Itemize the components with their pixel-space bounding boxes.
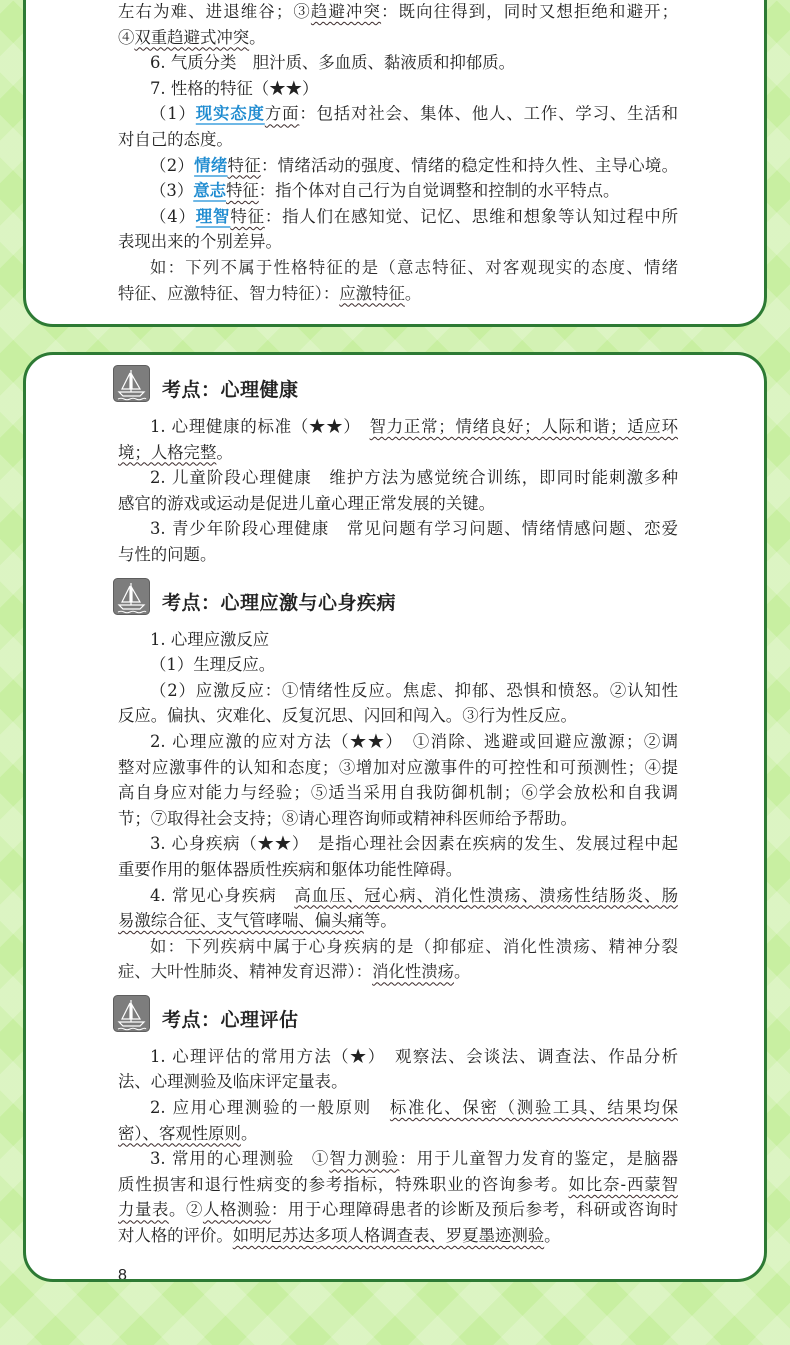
- text-line: [118, 1121, 678, 1147]
- text-line: [118, 127, 678, 153]
- text-line: [118, 76, 678, 102]
- text-line: [118, 883, 678, 909]
- text-line: [118, 414, 678, 440]
- section-title: 考点：心理评估: [162, 1009, 299, 1031]
- text-segment: 与性的问题。: [118, 544, 217, 564]
- key-point-underline: 如比奈-西蒙智: [568, 1174, 678, 1194]
- text-segment: （2）: [150, 155, 195, 175]
- text-segment: 3. 常用的心理测验 ①: [150, 1149, 330, 1169]
- text-segment: ：包括对社会、集体、他人、工作、学习、生活和: [299, 104, 679, 124]
- text-segment: 高自身应对能力与经验；⑤适当采用自我防御机制；⑥学会放松和自我调: [118, 783, 678, 803]
- text-segment: 2. 应用心理测验的一般原则: [150, 1098, 390, 1118]
- key-point-underline: 双重趋避式冲突: [134, 27, 250, 47]
- text-line: [118, 1197, 678, 1223]
- text-line: [118, 542, 678, 568]
- key-point-underline: 境；人格完整: [118, 442, 217, 462]
- key-point-underline: 人格测验: [202, 1200, 271, 1220]
- notes-card-bottom: [23, 352, 767, 1282]
- text-segment: 表现出来的个别差异。: [118, 232, 282, 252]
- key-point-underline: 消化性溃疡: [372, 962, 455, 982]
- text-segment: 症、大叶性肺炎、精神发育迟滞）：: [118, 962, 373, 982]
- section-title: 考点：心理健康: [162, 380, 299, 401]
- notes-card-top: [23, 0, 767, 327]
- text-segment: 节；⑦取得社会支持；⑧请心理咨询师或精神科医师给予帮助。: [118, 808, 577, 828]
- example-line: [118, 959, 678, 985]
- key-point-underline: 如明尼苏达多项人格调查表、罗夏墨迹测验: [232, 1226, 545, 1246]
- text-line: [118, 204, 678, 230]
- text-segment: ④: [118, 27, 135, 47]
- text-segment: （2）应激反应：①情绪性反应。焦虑、抑郁、恐惧和愤怒。②认知性: [150, 680, 678, 700]
- text-segment: 。: [249, 27, 266, 47]
- text-segment: 1. 心理评估的常用方法（★） 观察法、会谈法、调查法、作品分析: [150, 1046, 678, 1066]
- text-line: [118, 857, 678, 883]
- text-segment: 7. 性格的特征（★★）: [150, 78, 319, 98]
- key-point-underline: 特征: [230, 206, 265, 226]
- text-segment: 1. 心理健康的标准（★★）: [150, 417, 370, 436]
- key-point-underline: 智力测验: [329, 1149, 400, 1169]
- text-segment: 法、心理测验及临床评定量表。: [118, 1072, 348, 1092]
- text-line: [118, 831, 678, 857]
- text-segment: 感官的游戏或运动是促进儿童心理正常发展的关键。: [118, 493, 495, 513]
- text-segment: （1）生理反应。: [150, 655, 276, 675]
- text-segment: 。: [240, 1123, 258, 1143]
- text-segment: 3. 心身疾病（★★） 是指心理社会因素在疾病的发生、发展过程中起: [150, 834, 678, 854]
- page-number: 8: [118, 1267, 127, 1282]
- key-point-underline: 趋避冲突: [310, 2, 382, 21]
- text-segment: （4）: [150, 206, 196, 226]
- section-header: [113, 578, 678, 615]
- text-line: [118, 1044, 678, 1070]
- text-line: [118, 229, 678, 255]
- text-line: [118, 101, 678, 127]
- key-point-underline: 标准化、保密（测验工具、结果均保: [389, 1098, 678, 1118]
- text-segment: （3）: [150, 181, 194, 201]
- key-point-underline: 智力正常；情绪良好；人际和谐；适应环: [369, 417, 678, 436]
- highlighted-term: 意志: [193, 181, 226, 201]
- text-segment: ：情绪活动的强度、情绪的稳定性和持久性、主导心境。: [260, 155, 679, 175]
- text-line: [118, 729, 678, 755]
- text-line: [118, 755, 678, 781]
- text-segment: ：指个体对自己行为自觉调整和控制的水平特点。: [258, 181, 620, 201]
- text-segment: 。: [216, 442, 233, 462]
- highlighted-term: 现实态度: [195, 104, 265, 124]
- text-segment: 。②: [168, 1200, 203, 1220]
- text-line: [118, 652, 678, 678]
- text-line: [118, 440, 678, 466]
- text-line: [118, 1069, 678, 1095]
- text-line: [118, 178, 678, 204]
- sailboat-icon: [113, 578, 150, 615]
- text-line: [118, 627, 678, 653]
- text-segment: 对自己的态度。: [118, 129, 233, 149]
- text-segment: ：用于心理障碍患者的诊断及预后参考，科研或咨询时: [270, 1200, 679, 1220]
- text-segment: 如：下列疾病中属于心身疾病的是（抑郁症、消化性溃疡、精神分裂: [150, 936, 678, 956]
- text-segment: 如：下列不属于性格特征的是（意志特征、对客观现实的态度、情绪: [150, 257, 678, 277]
- text-segment: ：用于儿童智力发育的鉴定，是脑器: [399, 1149, 679, 1169]
- key-point-underline: 应激特征: [339, 283, 405, 303]
- text-line: [118, 50, 678, 76]
- text-segment: 2. 儿童阶段心理健康 维护方法为感觉统合训练，即同时能刺激多种: [150, 468, 678, 488]
- key-point-underline: 高血压、冠心病、消化性溃疡、溃疡性结肠炎、肠: [294, 885, 678, 905]
- text-segment: 特征、应激特征、智力特征）：: [118, 283, 340, 303]
- example-line: [118, 255, 678, 281]
- text-line: [118, 516, 678, 542]
- text-segment: 。: [544, 1226, 561, 1246]
- text-segment: 。: [454, 962, 471, 982]
- example-line: [118, 934, 678, 960]
- text-segment: 1. 心理应激反应: [150, 629, 270, 649]
- key-point-underline: 力量表: [118, 1200, 169, 1220]
- text-segment: 整对应激事件的认知和态度；③增加对应激事件的可控性和可预测性；④提: [118, 757, 678, 777]
- text-segment: 对人格的评价。: [118, 1226, 233, 1246]
- text-line: [118, 25, 678, 51]
- text-line: [118, 465, 678, 491]
- key-point-underline: 密）、客观性原则: [118, 1123, 241, 1143]
- key-point-underline: 特征: [227, 155, 261, 175]
- text-segment: 左右为难、进退维谷；③: [118, 2, 311, 21]
- text-line: [118, 780, 678, 806]
- text-line: [118, 0, 678, 25]
- key-point-underline: 特征: [226, 181, 259, 201]
- text-line: [118, 908, 678, 934]
- text-line: [118, 153, 678, 179]
- text-line: [118, 806, 678, 832]
- key-point-underline: 易激综合征、支气管哮喘、偏头痛: [118, 911, 364, 931]
- text-segment: 4. 常见心身疾病: [150, 885, 295, 905]
- text-segment: 质性损害和退行性病变的参考指标，特殊职业的咨询参考。: [118, 1174, 569, 1194]
- text-line: [118, 491, 678, 517]
- text-segment: ：指人们在感知觉、记忆、思维和想象等认知过程中所: [264, 206, 679, 226]
- text-line: [118, 1223, 678, 1249]
- text-line: [118, 1095, 678, 1121]
- text-line: [118, 703, 678, 729]
- section-header: [113, 995, 678, 1032]
- highlighted-term: 理智: [195, 206, 231, 226]
- text-segment: 。: [404, 283, 422, 303]
- sailboat-icon: [113, 995, 150, 1032]
- text-line: [118, 678, 678, 704]
- text-line: [118, 1146, 678, 1172]
- text-segment: ：既向往得到，同时又想拒绝和避开；: [381, 2, 679, 21]
- text-segment: 重要作用的躯体器质性疾病和躯体功能性障碍。: [118, 859, 463, 879]
- text-segment: 6. 气质分类 胆汁质、多血质、黏液质和抑郁质。: [150, 53, 516, 73]
- text-segment: 3. 青少年阶段心理健康 常见问题有学习问题、情绪情感问题、恋爱: [150, 519, 678, 539]
- example-line: [118, 281, 678, 307]
- section-title: 考点：心理应激与心身疾病: [162, 592, 397, 614]
- key-point-underline: 方面: [264, 104, 300, 124]
- text-segment: 等。: [363, 911, 397, 931]
- highlighted-term: 情绪: [194, 155, 228, 175]
- sailboat-icon: [113, 365, 150, 402]
- text-segment: 反应。偏执、灾难化、反复沉思、闪回和闯入。③行为性反应。: [118, 706, 577, 726]
- text-segment: （1）: [150, 104, 196, 124]
- text-line: [118, 1172, 678, 1198]
- text-segment: 2. 心理应激的应对方法（★★） ①消除、逃避或回避应激源；②调: [150, 731, 678, 751]
- section-header: [113, 365, 678, 402]
